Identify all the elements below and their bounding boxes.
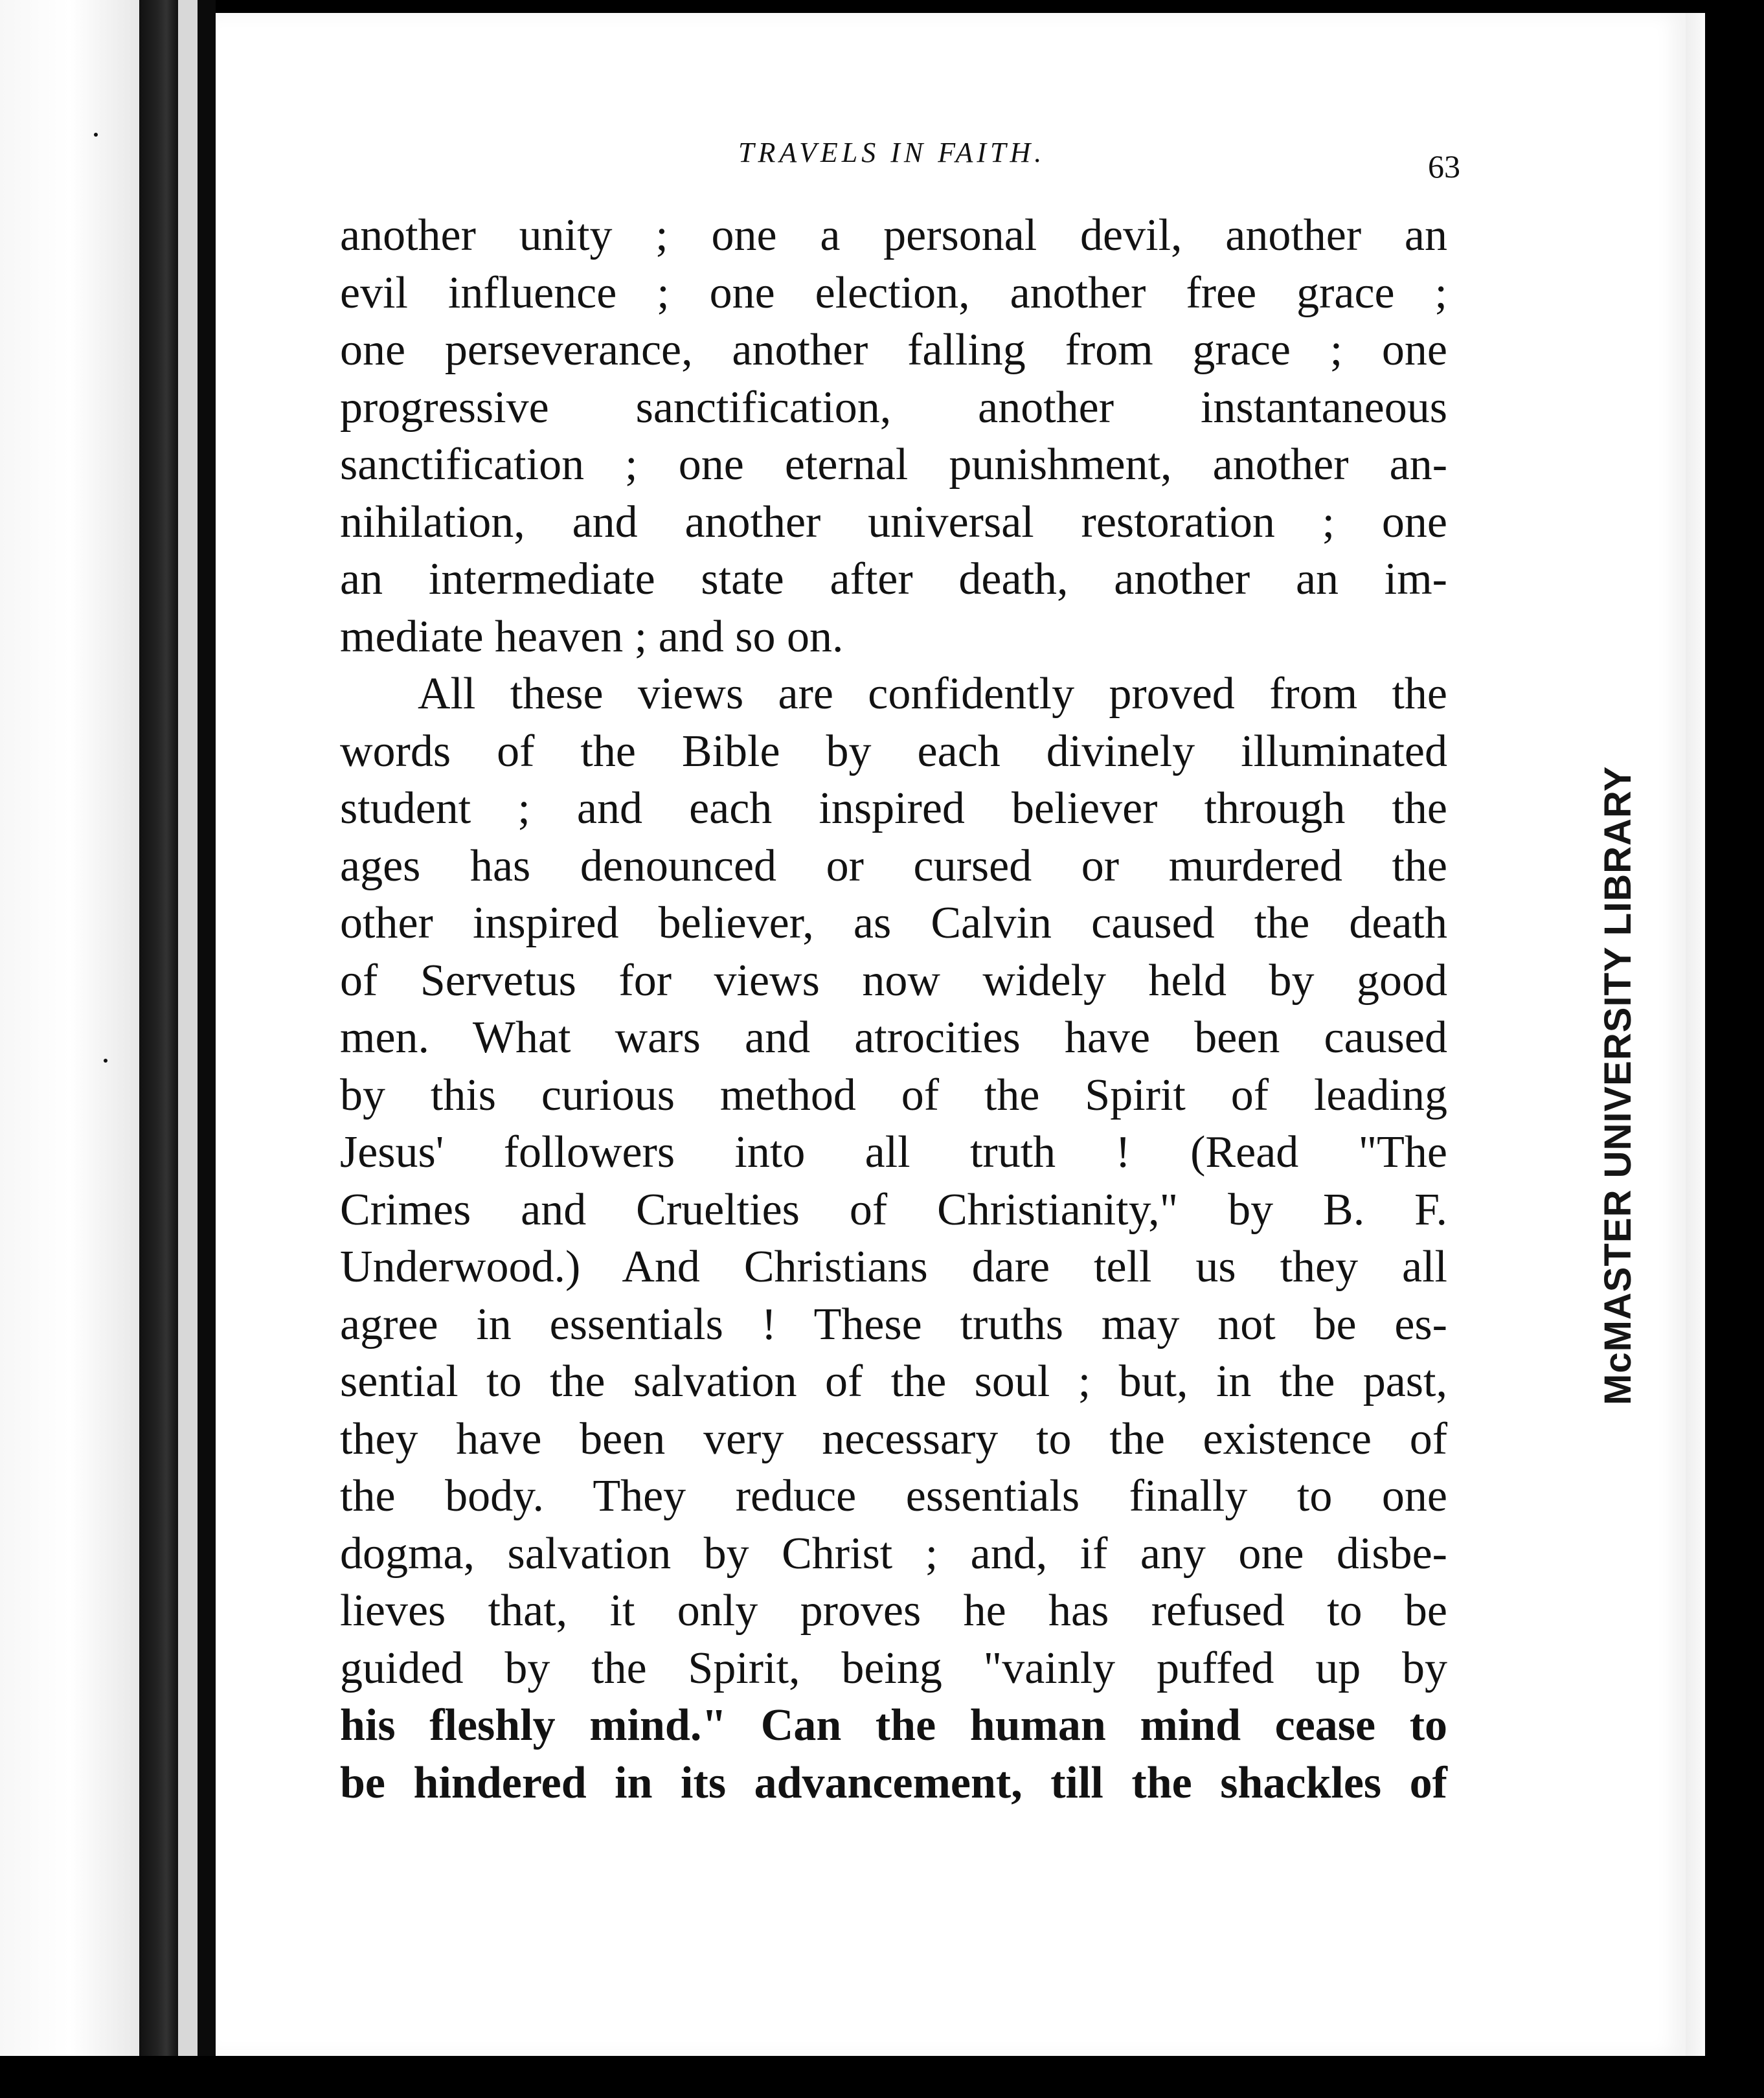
gutter-shadow xyxy=(139,0,178,2098)
text-line: guided by the Spirit, being "vainly puffed up by xyxy=(340,1643,1447,1693)
text-line: mediate heaven ; and so on. xyxy=(340,611,844,662)
text-line: dogma, salvation by Christ ; and, if any one disbe- xyxy=(340,1528,1447,1579)
text-line: his fleshly mind." Can the human mind cease to xyxy=(340,1700,1447,1750)
page-edge xyxy=(1686,13,1705,2056)
speck xyxy=(94,133,98,137)
text-line: sential to the salvation of the soul ; but, in the past, xyxy=(340,1357,1447,1406)
text-line: evil influence ; one election, another free grace ; xyxy=(340,267,1447,318)
library-stamp: McMASTER UNIVERSITY LIBRARY xyxy=(1597,765,1639,1405)
text-line: words of the Bible by each divinely illuminated xyxy=(340,726,1447,776)
body-text xyxy=(340,207,1447,1812)
paragraph-start-line: All these views are confidently proved from the xyxy=(418,669,1447,719)
text-line: progressive sanctification, another instantaneous xyxy=(340,382,1447,433)
text-line: lieves that, it only proves he has refused to be xyxy=(340,1586,1447,1636)
gutter-line xyxy=(198,0,216,2098)
text-line: sanctification ; one eternal punishment, another an- xyxy=(340,440,1447,490)
scan-border xyxy=(0,2056,1764,2098)
text-line: of Servetus for views now widely held by good xyxy=(340,955,1447,1006)
text-line: agree in essentials ! These truths may not be es- xyxy=(340,1299,1447,1349)
running-head: TRAVELS IN FAITH. xyxy=(738,137,1046,168)
text-line: men. What wars and atrocities have been caused xyxy=(340,1013,1447,1063)
text-line: they have been very necessary to the existence of xyxy=(340,1414,1447,1464)
text-line: student ; and each inspired believer through the xyxy=(340,784,1447,833)
text-line: ages has denounced or cursed or murdered the xyxy=(340,840,1447,891)
text-line: Crimes and Cruelties of Christianity," by B. F. xyxy=(340,1184,1447,1235)
text-line: the body. They reduce essentials finally to one xyxy=(340,1471,1447,1521)
speck xyxy=(104,1059,107,1063)
text-line: be hindered in its advancement, till the shackles of xyxy=(340,1757,1447,1808)
text-line: an intermediate state after death, another an im- xyxy=(340,554,1447,604)
text-line: by this curious method of the Spirit of leading xyxy=(340,1070,1447,1120)
text-line: other inspired believer, as Calvin caused the death xyxy=(340,898,1447,948)
text-line: Underwood.) And Christians dare tell us they all xyxy=(340,1242,1447,1292)
text-line: Jesus' followers into all truth ! (Read "The xyxy=(340,1127,1447,1177)
text-line: one perseverance, another falling from grace ; one xyxy=(340,325,1447,375)
page-number: 63 xyxy=(1428,148,1460,185)
text-line: nihilation, and another universal restoration ; one xyxy=(340,497,1447,547)
facing-page-edge xyxy=(0,0,139,2098)
text-line: another unity ; one a personal devil, another an xyxy=(340,210,1447,260)
gutter-highlight xyxy=(178,0,198,2098)
